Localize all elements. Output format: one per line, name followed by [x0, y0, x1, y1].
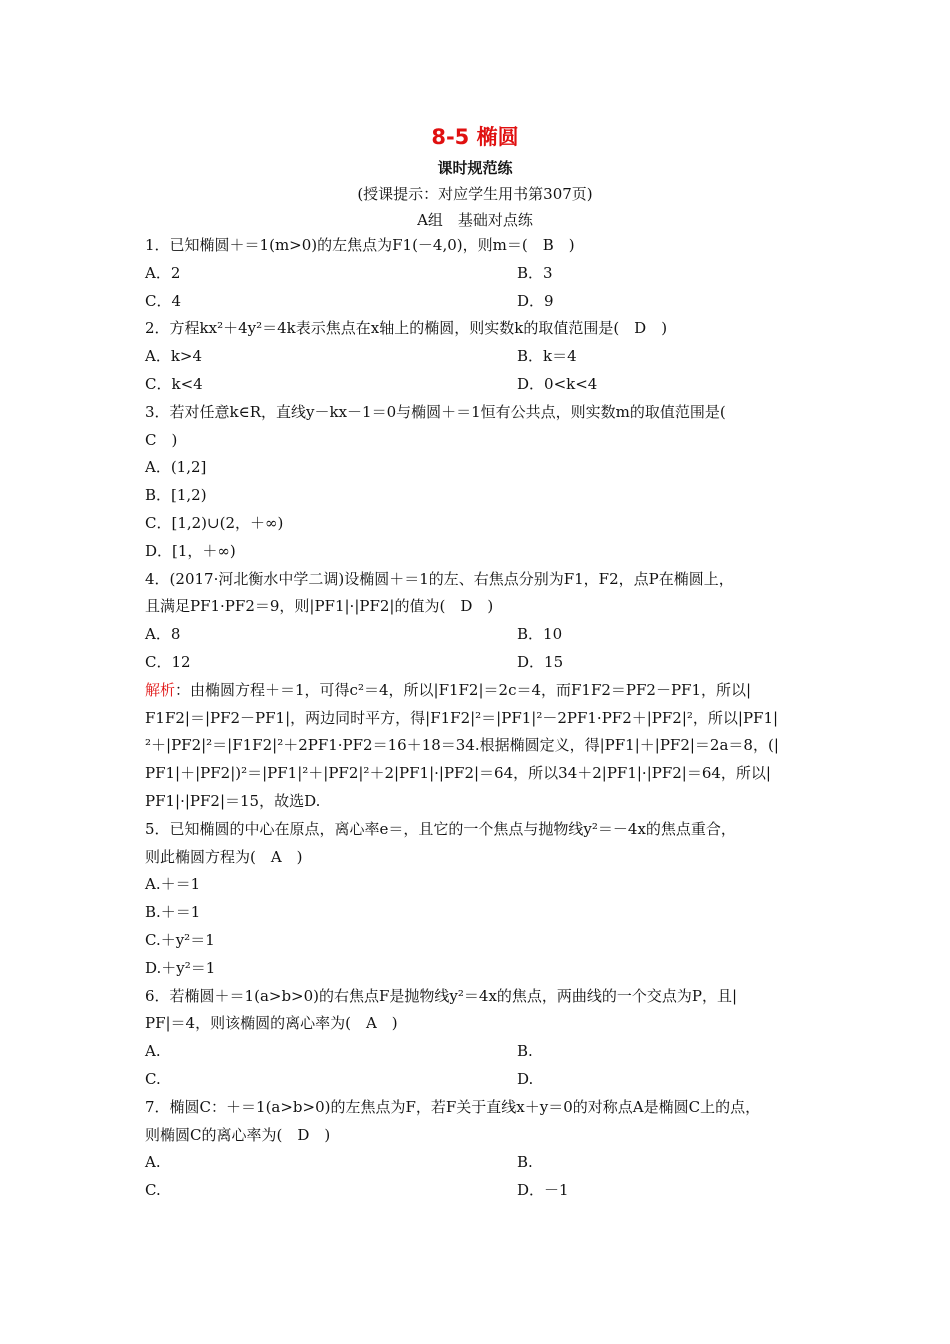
option-a: A．k>4 — [145, 347, 203, 366]
option-b: B．10 — [517, 625, 563, 644]
option-d: D．9 — [517, 291, 554, 310]
question-1-stem: 1．已知椭圆＋＝1(m>0)的左焦点为F1(－4,0)，则m＝( B ) — [145, 236, 575, 254]
analysis-line-3: ²＋|PF2|²＝|F1F2|²＋2PF1·PF2＝16＋18＝34.根据椭圆定义，得|PF1|＋|PF2|＝2a＝8，(| — [145, 736, 779, 755]
question-7-stem: 7．椭圆C：＋＝1(a>b>0)的左焦点为F，若F关于直线x＋y＝0的对称点A是椭圆C上的点， — [145, 1097, 761, 1116]
analysis-line-1 — [145, 677, 805, 705]
option-a: A．8 — [145, 625, 181, 644]
question-6-options-row2 — [145, 1066, 805, 1094]
option-a: A．2 — [145, 263, 181, 282]
analysis-text: ：由椭圆方程＋＝1，可得c²＝4，所以|F1F2|＝2c＝4，而F1F2＝PF2－PF1，所以| — [175, 680, 752, 699]
question-1-options-row2 — [145, 288, 805, 316]
option-a: A.＋＝1 — [145, 875, 201, 894]
option-b: B. — [517, 1153, 533, 1172]
question-2-stem: 2．方程kx²＋4y²＝4k表示焦点在x轴上的椭圆，则实数k的取值范围是( D ) — [145, 319, 668, 338]
question-4-stem-cont: 且满足PF1·PF2＝9，则|PF1|·|PF2|的值为( D ) — [145, 597, 494, 616]
option-c: C．[1,2)∪(2，＋∞) — [145, 513, 284, 532]
question-5-stem: 5．已知椭圆的中心在原点，离心率e＝，且它的一个焦点与抛物线y²＝－4x的焦点重合， — [145, 819, 736, 838]
question-7-options-row1 — [145, 1149, 805, 1177]
question-5-stem-cont: 则此椭圆方程为( A ) — [145, 847, 303, 866]
option-d: D．－1 — [517, 1181, 569, 1200]
option-c: C．k<4 — [145, 374, 203, 393]
page-title: 8-5 椭圆 — [431, 125, 519, 149]
group-heading: A组 基础对点练 — [417, 211, 533, 229]
question-3-stem-cont: C ) — [145, 430, 178, 449]
option-b: B. — [517, 1042, 533, 1061]
option-d: D. — [517, 1069, 534, 1088]
option-d: D．0<k<4 — [517, 374, 598, 393]
option-b: B．k＝4 — [517, 347, 577, 366]
option-b: B．[1,2) — [145, 486, 207, 505]
question-6-options-row1 — [145, 1038, 805, 1066]
option-a: A. — [145, 1042, 161, 1061]
question-2-options-row2 — [145, 371, 805, 399]
textbook-hint: (授课提示：对应学生用书第307页) — [357, 185, 593, 203]
section-subtitle: 课时规范练 — [437, 159, 513, 177]
question-6-stem: 6．若椭圆＋＝1(a>b>0)的右焦点F是抛物线y²＝4x的焦点，两曲线的一个交点为P，且| — [145, 986, 738, 1005]
question-6-stem-cont: PF|＝4，则该椭圆的离心率为( A ) — [145, 1014, 398, 1033]
option-b: B．3 — [517, 263, 553, 282]
option-b: B.＋＝1 — [145, 903, 201, 922]
option-a: A．(1,2] — [145, 458, 207, 477]
question-7-options-row2 — [145, 1177, 805, 1205]
option-c: C. — [145, 1069, 161, 1088]
option-d: D．[1，＋∞) — [145, 541, 236, 560]
option-a: A. — [145, 1153, 161, 1172]
question-4-options-row2 — [145, 649, 805, 677]
option-d: D.＋y²＝1 — [145, 958, 216, 977]
option-c: C.＋y²＝1 — [145, 930, 215, 949]
question-4-options-row1 — [145, 621, 805, 649]
analysis-label: 解析 — [145, 680, 176, 699]
analysis-line-5: PF1|·|PF2|＝15，故选D. — [145, 791, 321, 810]
analysis-line-2: F1F2|＝|PF2－PF1|，两边同时平方，得|F1F2|²＝|PF1|²－2PF1·PF2＋|PF2|²，所以|PF1| — [145, 708, 779, 727]
question-3-stem: 3．若对任意k∈R，直线y－kx－1＝0与椭圆＋＝1恒有公共点，则实数m的取值范围是( — [145, 402, 726, 421]
question-2-options-row1 — [145, 343, 805, 371]
analysis-line-4: PF1|＋|PF2|)²＝|PF1|²＋|PF2|²＋2|PF1|·|PF2|＝64，所以34＋2|PF1|·|PF2|＝64，所以| — [145, 764, 771, 783]
question-4-stem: 4．(2017·河北衡水中学二调)设椭圆＋＝1的左、右焦点分别为F1，F2，点P在椭圆上， — [145, 569, 734, 588]
question-7-stem-cont: 则椭圆C的离心率为( D ) — [145, 1125, 331, 1144]
option-d: D．15 — [517, 652, 564, 671]
option-c: C．12 — [145, 652, 191, 671]
option-c: C. — [145, 1181, 161, 1200]
question-1-options-row1 — [145, 260, 805, 288]
question-body — [145, 232, 805, 1205]
option-c: C．4 — [145, 291, 182, 310]
